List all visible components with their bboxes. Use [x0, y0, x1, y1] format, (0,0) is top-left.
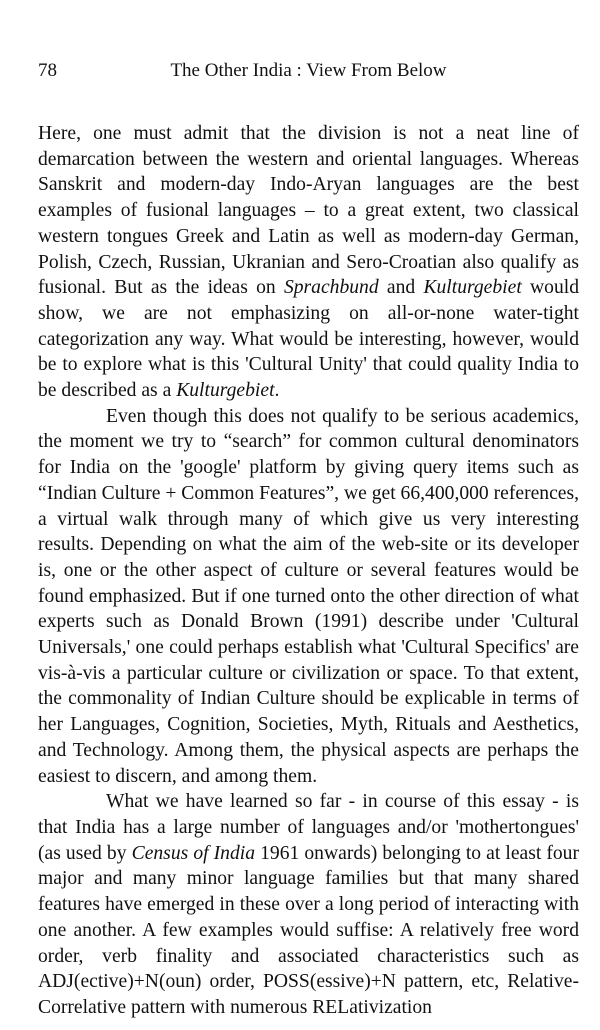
- text-run: would show, we are not emphasizing on all-or-none water-tight categorization any way. What would be interesting, however, would be to explore what is this 'Cultural Unity' that could quality India to be described as a: [38, 277, 579, 402]
- page-number: 78: [38, 60, 57, 81]
- text-run: What we have learned so far - in course of this essay - is that India has a large number of languages and/or 'mothertongues' (as used by: [38, 791, 579, 864]
- italic-term: Sprachbund: [283, 277, 379, 299]
- paragraph: [38, 404, 579, 790]
- italic-term: Kulturgebiet: [176, 380, 275, 402]
- text-run: 1961 onwards) belonging to at least four major and many minor language families but that many shared features have emerged in these over a long period of interacting with one another. A few examples would suffise: A relatively free word order, verb finality and associated characteristics such as ADJ(ective)+N(oun) order, POSS(essive)+N pattern, etc, Relative-Correlative pattern with numerous RELativization: [38, 842, 580, 1018]
- text-run: .: [274, 380, 280, 402]
- book-page: [38, 0, 579, 1030]
- page-header: [38, 60, 579, 86]
- paragraph: [38, 121, 579, 404]
- italic-term: Census of India: [131, 842, 256, 864]
- text-run: Here, one must admit that the division is not a neat line of demarcation between the western and oriental languages. Whereas Sanskrit and modern-day Indo-Aryan languages are the best examples of fusional languages – to a great extent, two classical western tongues Greek and Latin as well as modern-day German, Polish, Czech, Russian, Ukranian and Sero-Croatian also qualify as fusional. But as the ideas on: [38, 123, 579, 299]
- paragraph: [38, 789, 579, 1020]
- text-run: and: [378, 277, 424, 299]
- body-text: [38, 121, 579, 1021]
- text-run: Even though this does not qualify to be serious academics, the moment we try to “search” for common cultural denominators for India on the 'google' platform by giving query items such as “Indian Culture + Common Features”, we get 66,400,000 references, a virtual walk through many of which give us very interesting results. Depending on what the aim of the web-site or its developer is, one or the other aspect of culture or several features would be found emphasized. But if one turned onto the other direction of what experts such as Donald Brown (1991) describe under 'Cultural Universals,' one could perhaps establish what 'Cultural Specifics' are vis-à-vis a particular culture or civilization or space. To that extent, the commonality of Indian Culture should be explicable in terms of her Languages, Cognition, Societies, Myth, Rituals and Aesthetics, and Technology. Among them, the physical aspects are perhaps the easiest to discern, and among them.: [38, 405, 580, 787]
- italic-term: Kulturgebiet: [423, 277, 522, 299]
- running-title: The Other India : View From Below: [170, 60, 447, 81]
